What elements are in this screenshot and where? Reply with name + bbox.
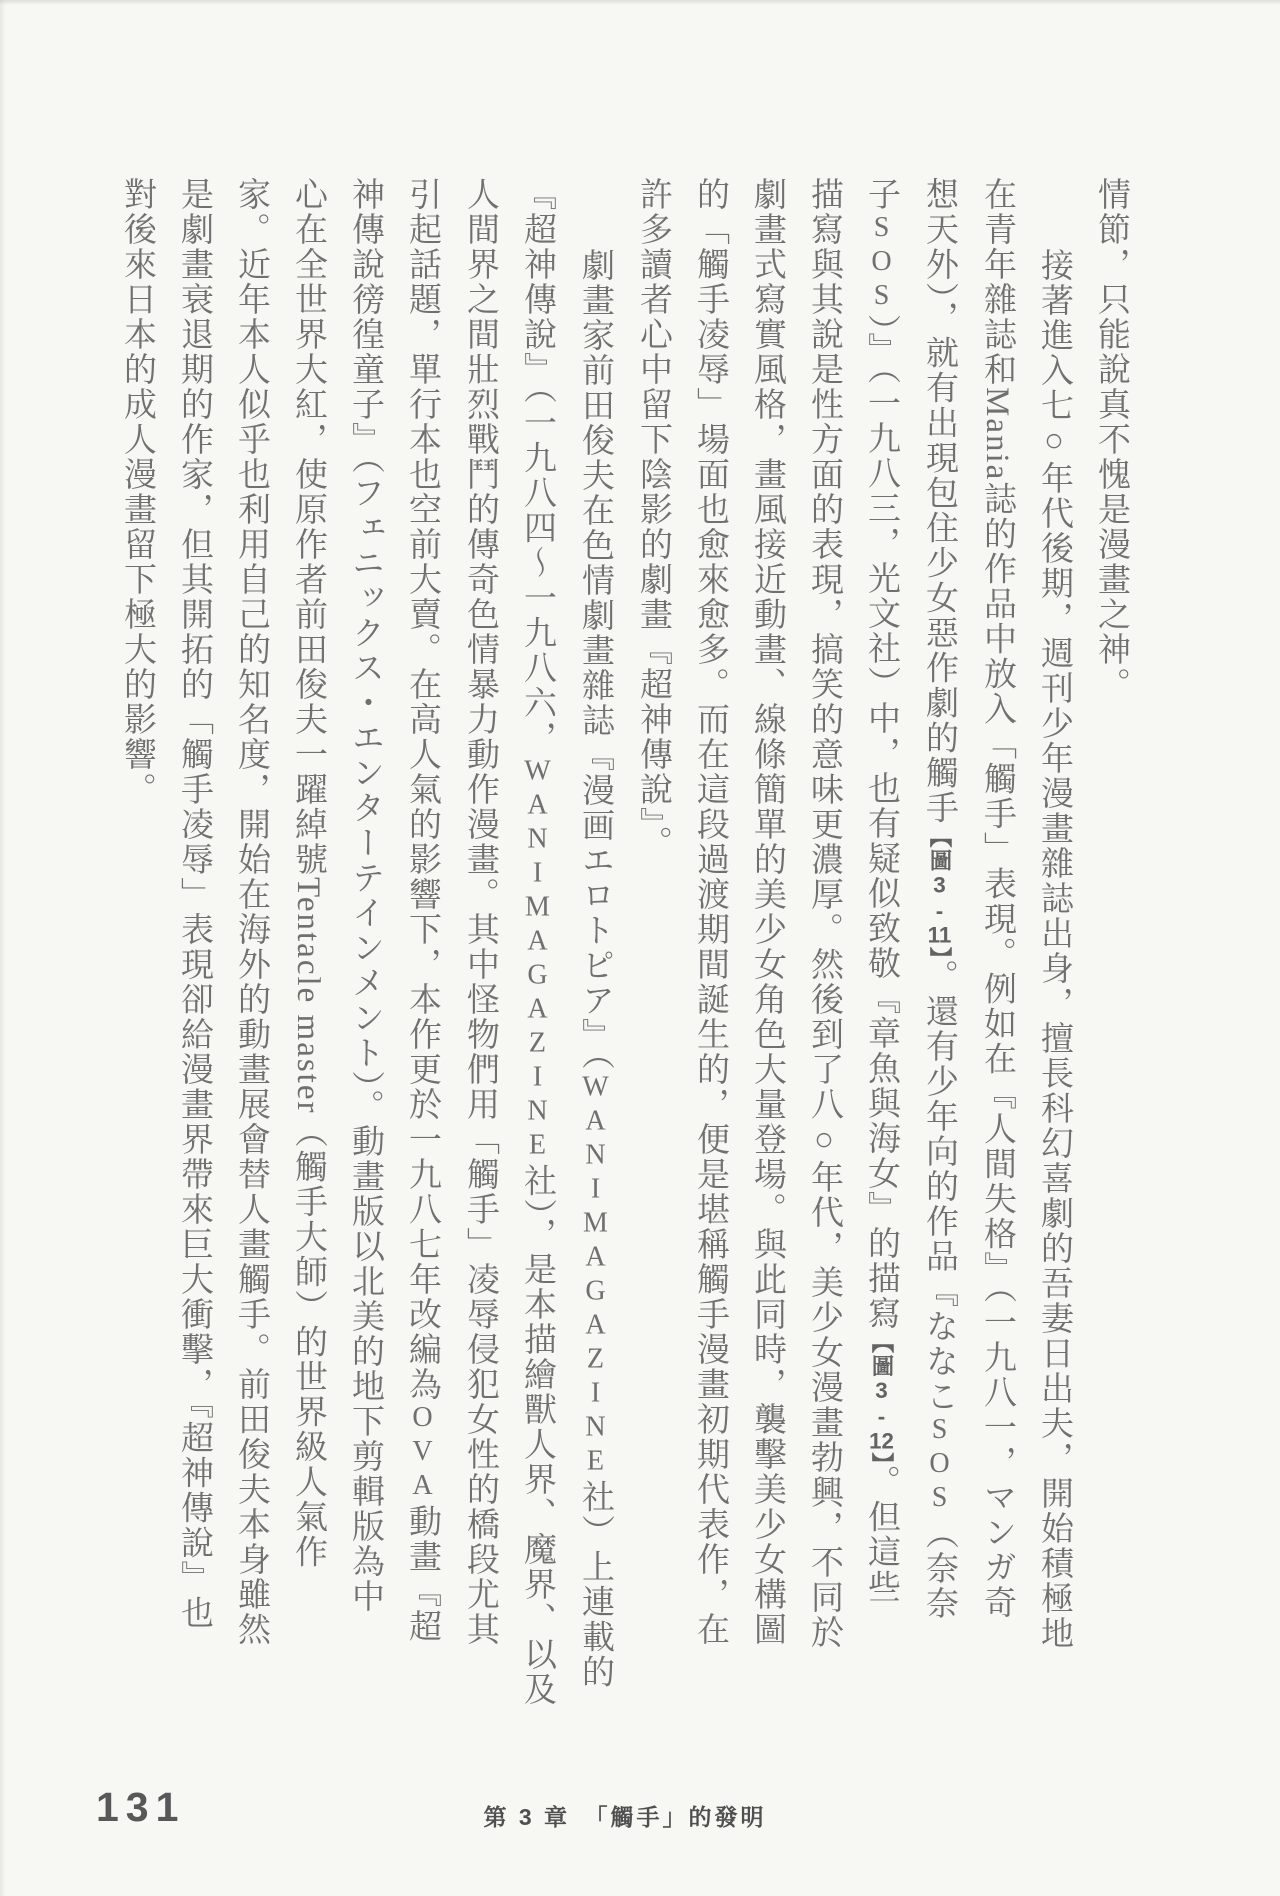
chapter-footer: 第 3 章 「觸手」的發明 <box>483 1804 767 1830</box>
text-segment: 情節，只能說真不愧是漫畫之神。 <box>1093 177 1129 702</box>
figure-reference: 】 <box>869 1452 894 1465</box>
text-segment: 想天外），就有出現包住少女惡作劇的觸手 <box>921 177 957 826</box>
text-segment: 『超神傳說』（一九八四～一九八六， <box>519 177 555 756</box>
text-column <box>222 177 279 1857</box>
text-segment: WANIMAGAZINE <box>522 755 553 1164</box>
figure-reference: 【圖3- <box>869 1331 894 1430</box>
text-column <box>393 177 451 1857</box>
text-column <box>451 177 508 1857</box>
text-segment: 許多讀者心中留下陰影的劇畫『超神傳說』。 <box>635 177 671 861</box>
text-segment: 描寫與其說是性方面的表現，搞笑的意味更濃厚。然後到了八○年代，美少女漫畫勃興，不同於 <box>806 177 842 1650</box>
text-column <box>566 177 624 1857</box>
text-segment: 動畫『超 <box>404 1504 440 1644</box>
text-column <box>1025 177 1082 1857</box>
text-column <box>165 177 222 1857</box>
text-column <box>1082 177 1139 1857</box>
text-column <box>795 177 852 1857</box>
text-column <box>108 177 165 1857</box>
text-column <box>508 177 566 1857</box>
text-segment: 社），是本描繪獸人界、魔界、以及 <box>519 1163 555 1707</box>
text-column <box>910 177 968 1857</box>
text-segment: 心在全世界大紅，使原作者前田俊夫一躍綽號Tentacle master（觸手大師）的世界級人氣作 <box>290 177 326 1570</box>
text-segment: 家。近年本人似乎也利用自己的知名度，開始在海外的動畫展會替人畫觸手。前田俊夫本身雖然 <box>233 177 269 1647</box>
text-column <box>738 177 795 1857</box>
text-segment: 引起話題，單行本也空前大賣。在高人氣的影響下，本作更於一九八七年改編為 <box>404 177 440 1402</box>
figure-reference: 】 <box>927 946 952 960</box>
text-segment: 人間界之間壯烈戰鬥的傳奇色情暴力動作漫畫。其中怪物們用「觸手」凌辱侵犯女性的橋段尤其 <box>462 177 498 1647</box>
text-segment: SOS <box>924 1414 955 1517</box>
text-column <box>624 177 681 1857</box>
text-segment: 在青年雜誌和Mania誌的作品中放入「觸手」表現。例如在『人間失格』（一九八一，マンガ奇 <box>979 177 1015 1620</box>
text-segment: ）』（一九八三，光文社）中，也有疑似致敬『章魚與海女』的描寫 <box>863 314 899 1331</box>
text-segment: OVA <box>407 1402 438 1504</box>
text-column <box>279 177 336 1857</box>
text-column <box>681 177 738 1857</box>
text-segment: 的「觸手凌辱」場面也愈來愈多。而在這段過渡期間誕生的，便是堪稱觸手漫畫初期代表作，在 <box>692 177 728 1647</box>
text-column <box>336 177 393 1857</box>
text-column <box>852 177 910 1857</box>
text-segment: 對後來日本的成人漫畫留下極大的影響。 <box>119 177 155 807</box>
text-segment: 。還有少年向的作品『ななこ <box>921 959 957 1415</box>
text-segment: 劇畫式寫實風格，畫風接近動畫、線條簡單的美少女角色大量登場。與此同時，襲擊美少女構圖 <box>749 177 785 1647</box>
text-segment: 子 <box>863 177 899 212</box>
text-column <box>968 177 1025 1857</box>
vertical-text-block <box>113 177 1139 1857</box>
text-segment: 劇畫家前田俊夫在色情劇畫雜誌『漫画エロトピア』（ <box>577 248 613 1072</box>
figure-reference: 12 <box>869 1429 894 1453</box>
figure-reference: 11 <box>927 924 952 947</box>
text-segment: SOS <box>866 212 897 314</box>
text-segment: 神傳說徬徨童子』（フェニックス・エンターテインメント）。動畫版以北美的地下剪輯版為中 <box>347 177 383 1614</box>
text-segment: （奈奈 <box>921 1516 957 1622</box>
figure-reference: 【圖3- <box>927 825 952 925</box>
text-segment: 接著進入七○年代後期，週刊少年漫畫雜誌出身，擅長科幻喜劇的吾妻日出夫，開始積極地 <box>1036 248 1072 1651</box>
text-segment: WANIMAGAZINE <box>580 1071 611 1480</box>
text-segment: 。但這些 <box>863 1464 899 1605</box>
page-number: 131 <box>96 1784 186 1830</box>
text-segment: 社）上連載的 <box>577 1479 613 1690</box>
text-segment: 是劇畫衰退期的作家，但其開拓的「觸手凌辱」表現卻給漫畫界帶來巨大衝擊，『超神傳說』也 <box>176 177 212 1631</box>
